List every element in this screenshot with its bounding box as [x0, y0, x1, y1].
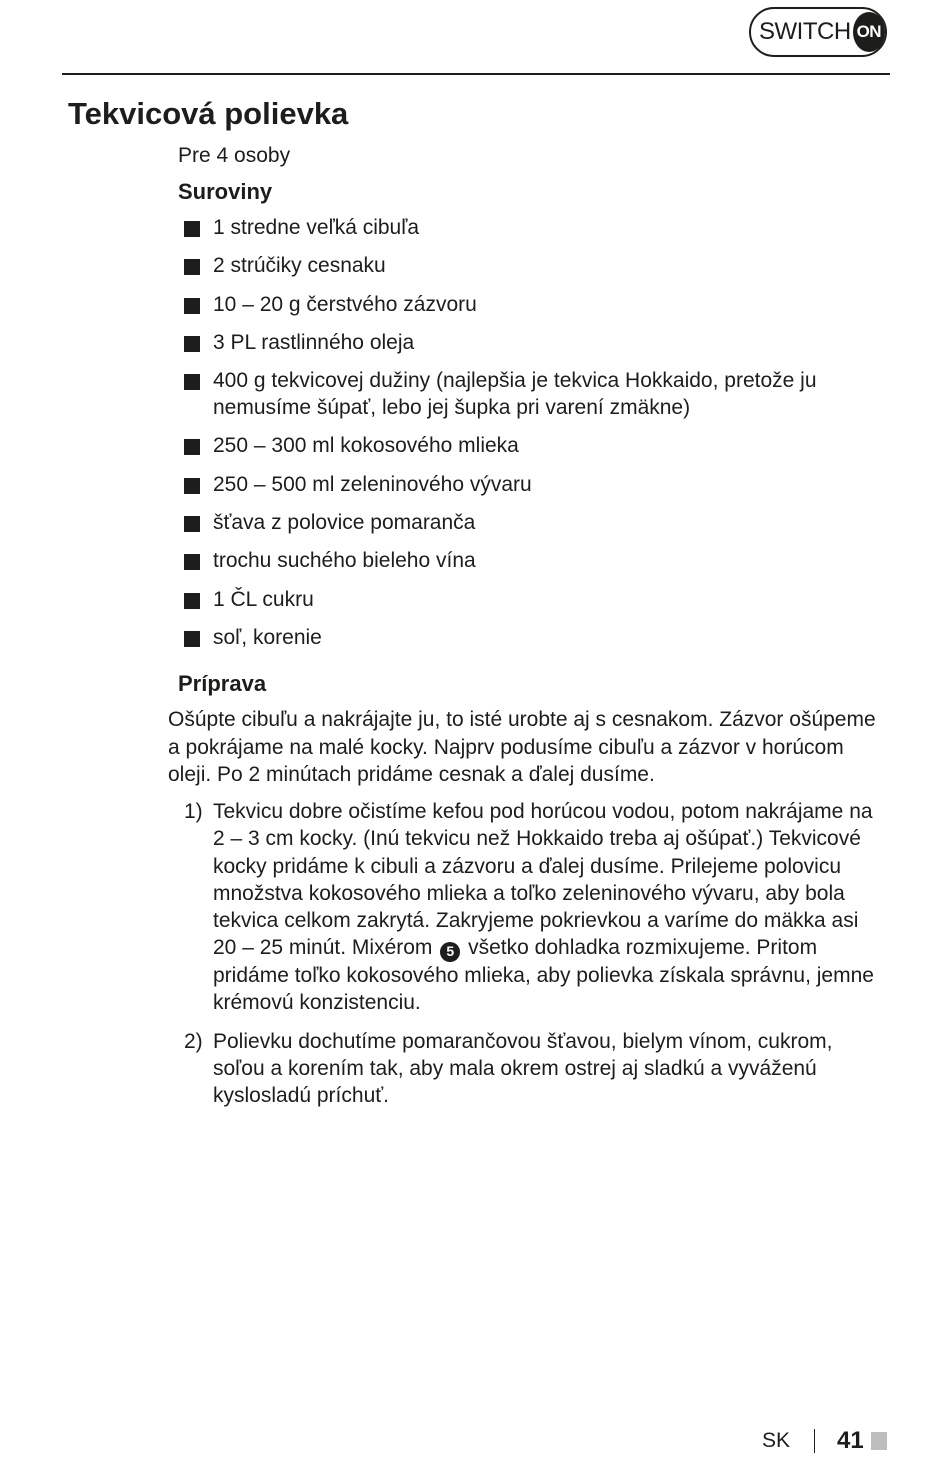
servings-text: Pre 4 osoby — [178, 144, 291, 167]
step-text: Polievku dochutíme pomarančovou šťavou, bielym vínom, cukrom, soľou a korením tak, aby mala okrem ostrej aj sladkú a vyváženú kyslosladú príchuť. — [213, 1029, 833, 1108]
page-marker-icon — [871, 1432, 887, 1450]
ingredient-text: 400 g tekvicovej dužiny (najlepšia je tekvica Hokkaido, pretože ju nemusíme šúpať, lebo jej šupka pri varení zmäkne) — [213, 369, 817, 420]
list-item — [184, 367, 864, 421]
list-item — [184, 509, 864, 536]
square-bullet-icon — [184, 478, 200, 494]
list-item — [184, 329, 864, 356]
ingredient-text: 3 PL rastlinného oleja — [213, 330, 415, 354]
square-bullet-icon — [184, 439, 200, 455]
square-bullet-icon — [184, 298, 200, 314]
square-bullet-icon — [184, 516, 200, 532]
list-item — [184, 252, 864, 279]
preparation-intro: Ošúpte cibuľu a nakrájajte ju, to isté urobte aj s cesnakom. Zázvor ošúpeme a pokrájame na malé kocky. Najprv podusíme cibuľu a zázvor v horúcom oleji. Po 2 minútach pridáme cesnak a ďalej dusíme. — [168, 708, 876, 786]
step-number: 1) — [184, 800, 203, 823]
step-item — [184, 1028, 884, 1110]
switch-on-logo — [749, 7, 887, 57]
part-reference-icon: 5 — [440, 942, 460, 962]
page-number: 41 — [837, 1427, 864, 1454]
header-rule — [62, 73, 890, 75]
logo-on-badge: ON — [853, 12, 885, 52]
step-text-part: všetko dohladka rozmixujeme. Pritom pridáme toľko kokosového mlieka, aby polievka získala správnu, jemne krémovú konzistenciu. — [213, 936, 874, 1015]
page-footer — [762, 1424, 887, 1458]
list-item — [184, 586, 864, 613]
language-code: SK — [762, 1429, 791, 1452]
preparation-heading: Príprava — [178, 671, 267, 696]
list-item — [184, 291, 864, 318]
ingredient-text: trochu suchého bieleho vína — [213, 549, 476, 573]
ingredient-text: soľ, korenie — [213, 625, 322, 649]
list-item — [184, 547, 864, 574]
ingredient-text: 10 – 20 g čerstvého zázvoru — [213, 292, 477, 316]
page-title: Tekvicová polievka — [68, 96, 349, 131]
square-bullet-icon — [184, 259, 200, 275]
ingredients-list — [184, 214, 864, 662]
square-bullet-icon — [184, 593, 200, 609]
list-item — [184, 471, 864, 498]
ingredient-text: 2 strúčiky cesnaku — [213, 254, 386, 278]
ingredient-text: 250 – 500 ml zeleninového vývaru — [213, 472, 532, 496]
step-text-part: Tekvicu dobre očistíme kefou pod horúcou vodou, potom nakrájame na 2 – 3 cm kocky. (Inú tekvicu než Hokkaido treba aj ošúpať.) Tekvicové kocky pridáme k cibuli a zázvoru a ďalej dusíme. Prilejeme polovicu množstva kokosového mlieka a toľko zeleninového vývaru, aby bola tekvica celkom zakrytá. Zakryjeme pokrievkou a varíme do mäkka asi 20 – 25 minút. Mixérom — [213, 800, 873, 960]
ingredient-text: 250 – 300 ml kokosového mlieka — [213, 434, 519, 458]
square-bullet-icon — [184, 631, 200, 647]
ingredient-text: 1 stredne veľká cibuľa — [213, 216, 420, 239]
list-item — [184, 214, 864, 241]
square-bullet-icon — [184, 336, 200, 352]
ingredient-text: šťava z polovice pomaranča — [213, 511, 476, 535]
step-item — [184, 798, 884, 1017]
ingredients-heading: Suroviny — [178, 179, 273, 204]
square-bullet-icon — [184, 374, 200, 390]
list-item — [184, 432, 864, 459]
square-bullet-icon — [184, 221, 200, 237]
step-number: 2) — [184, 1029, 203, 1053]
logo-text: SWITCH — [759, 18, 851, 45]
footer-divider — [814, 1429, 815, 1453]
ingredient-text: 1 ČL cukru — [213, 587, 314, 611]
list-item — [184, 624, 864, 651]
square-bullet-icon — [184, 554, 200, 570]
preparation-steps — [184, 798, 884, 1121]
